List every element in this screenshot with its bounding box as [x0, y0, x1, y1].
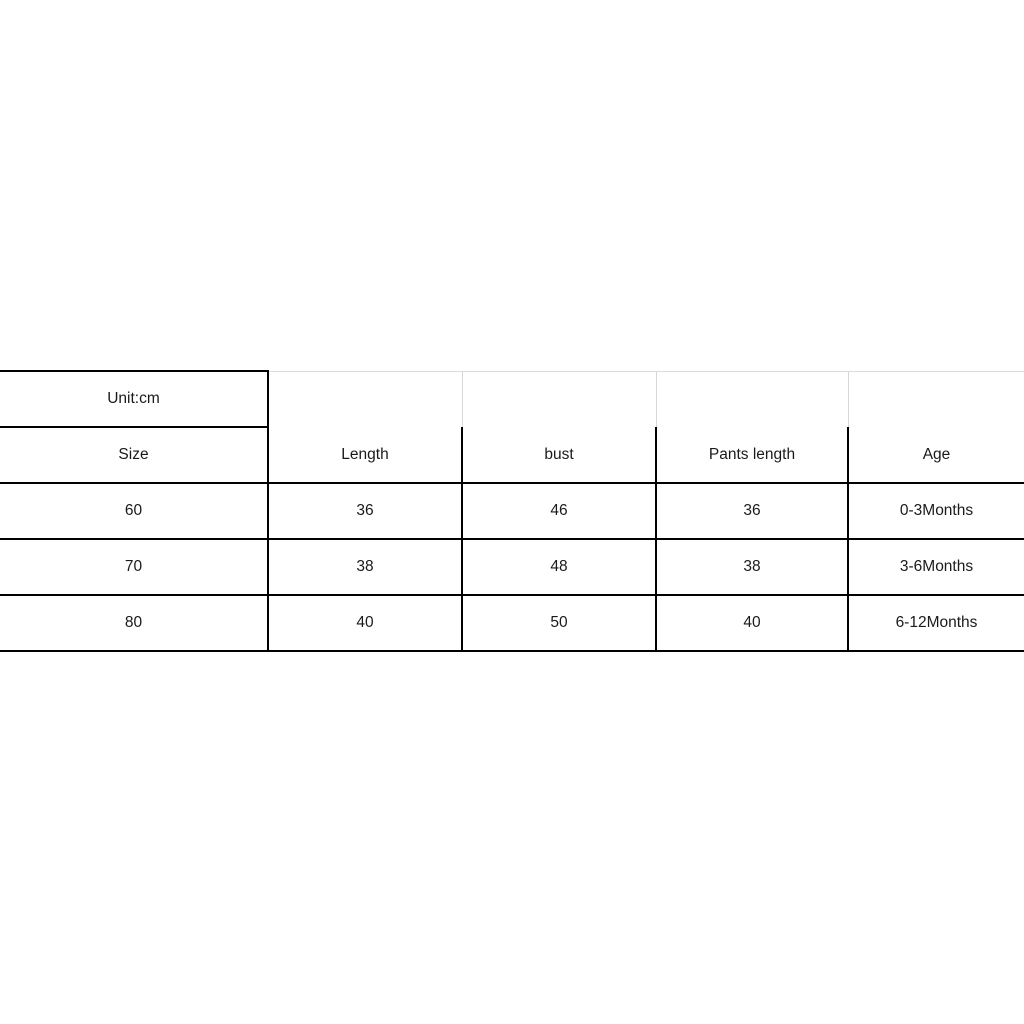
column-header-pants-length: Pants length: [656, 427, 848, 483]
cell-bust: 50: [462, 595, 656, 651]
column-header-age: Age: [848, 427, 1024, 483]
cell-age: 0-3Months: [848, 483, 1024, 539]
size-chart-table: [0, 370, 1024, 652]
table-row: [0, 539, 1024, 595]
unit-label: Unit:cm: [0, 371, 268, 427]
unit-blank-1: [268, 371, 462, 427]
cell-bust: 46: [462, 483, 656, 539]
size-chart: [0, 370, 1024, 652]
table-row-unit: [0, 371, 1024, 427]
unit-blank-3: [656, 371, 848, 427]
cell-pants-length: 40: [656, 595, 848, 651]
table-row: [0, 483, 1024, 539]
cell-length: 36: [268, 483, 462, 539]
cell-length: 38: [268, 539, 462, 595]
column-header-bust: bust: [462, 427, 656, 483]
table-row: [0, 595, 1024, 651]
cell-size: 70: [0, 539, 268, 595]
cell-age: 6-12Months: [848, 595, 1024, 651]
cell-pants-length: 38: [656, 539, 848, 595]
cell-age: 3-6Months: [848, 539, 1024, 595]
cell-length: 40: [268, 595, 462, 651]
unit-blank-4: [848, 371, 1024, 427]
cell-size: 60: [0, 483, 268, 539]
column-header-size: Size: [0, 427, 268, 483]
cell-bust: 48: [462, 539, 656, 595]
unit-blank-2: [462, 371, 656, 427]
column-header-length: Length: [268, 427, 462, 483]
table-header-row: [0, 427, 1024, 483]
cell-pants-length: 36: [656, 483, 848, 539]
cell-size: 80: [0, 595, 268, 651]
